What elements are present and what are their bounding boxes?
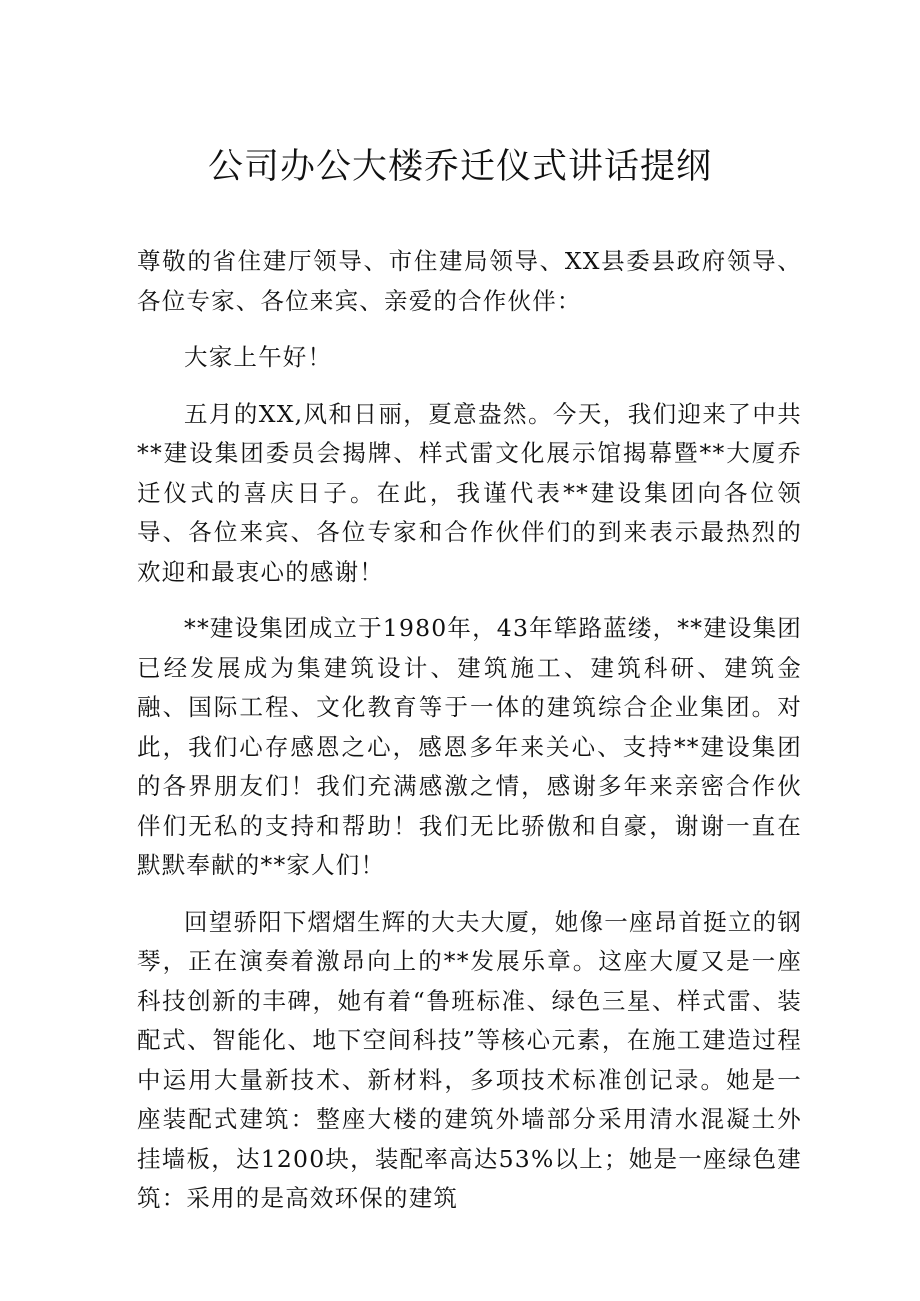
salutation-paragraph: 尊敬的省住建厅领导、市住建局领导、XX县委县政府领导、各位专家、各位来宾、亲爱的合作伙伴： — [137, 247, 802, 315]
greeting-paragraph: 大家上午好！ — [184, 343, 333, 371]
document-body — [137, 242, 802, 1236]
document-title: 公司办公大楼乔迁仪式讲话提纲 — [207, 147, 712, 188]
welcome-paragraph: 五月的XX,风和日丽，夏意盎然。今天，我们迎来了中共**建设集团委员会揭牌、样式雷文化展示馆揭幕暨**大厦乔迁仪式的喜庆日子。在此，我谨代表**建设集团向各位领导、各位来宾、各位专家和合作伙伴们的到来表示最热烈的欢迎和最衷心的感谢！ — [137, 399, 802, 586]
building-description-paragraph: 回望骄阳下熠熠生辉的大夫大厦，她像一座昂首挺立的钢琴，正在演奏着激昂向上的**发展乐章。这座大厦又是一座科技创新的丰碑，她有着“鲁班标准、绿色三星、样式雷、装配式、智能化、地下空间科技”等核心元素，在施工建造过程中运用大量新技术、新材料，多项技术标准创记录。她是一座装配式建筑：整座大楼的建筑外墙部分采用清水混凝土外挂墙板，达1200块，装配率高达53%以上；她是一座绿色建筑：采用的是高效环保的建筑 — [137, 907, 802, 1212]
group-history-paragraph: **建设集团成立于1980年，43年筚路蓝缕，**建设集团已经发展成为集建筑设计、建筑施工、建筑科研、建筑金融、国际工程、文化教育等于一体的建筑综合企业集团。对此，我们心存感恩之心，感恩多年来关心、支持**建设集团的各界朋友们！我们充满感激之情，感谢多年来亲密合作伙伴们无私的支持和帮助！我们无比骄傲和自豪，谢谢一直在默默奉献的**家人们！ — [137, 614, 803, 879]
